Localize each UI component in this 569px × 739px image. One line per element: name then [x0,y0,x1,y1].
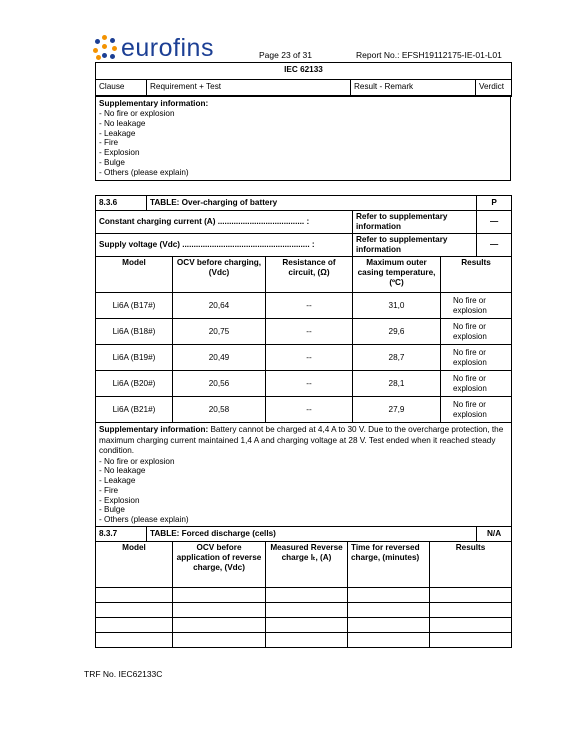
cell-temperature: 28,7 [353,345,441,371]
supp-item: - Explosion [99,495,140,505]
forced-discharge-table [95,526,512,648]
cell-result: No fire or explosion [441,397,512,423]
eurofins-logo [92,35,214,61]
supp-item: - Fire [99,485,119,495]
cell-model: Li6A (B19#) [96,345,173,371]
param-label: Constant charging current (A) ...................................... : [96,211,353,234]
clause-number: 8.3.7 [96,527,147,542]
supp-item: - Bulge [99,505,125,515]
table-row [96,588,512,603]
table-row [96,319,512,345]
logo-dots-icon [92,35,118,61]
table-row [96,293,512,319]
col-resistance: Resistance of circuit, (Ω) [266,257,353,293]
col-results: Results [441,257,512,293]
cell-ocv: 20,49 [173,345,266,371]
supp-item: - Leakage [99,128,136,138]
report-number: Report No.: EFSH19112175-IE-01-L01 [356,50,502,60]
cell-model: Li6A (B17#) [96,293,173,319]
supp-item: - Fire [99,138,119,148]
cell-result: No fire or explosion [441,293,512,319]
standard-title: IEC 62133 [96,63,512,80]
cell-result: No fire or explosion [441,371,512,397]
col-results: Results [430,542,512,588]
table-row [96,603,512,618]
supp-text: Battery cannot be charged at 4,4 A to 30 V. Due to the overcharge protection, the maximum charging current maintained 1,4 A and charging voltage at 28 V. Test ended when it reached steady condition. [99,425,504,455]
col-temperature: Maximum outer casing temperature, (ºC) [353,257,441,293]
cell-model: Li6A (B20#) [96,371,173,397]
param-value: Refer to supplementary information [353,234,477,257]
col-model: Model [96,257,173,293]
supp-item: - No leakage [99,118,146,128]
table-row [96,618,512,633]
supp-item: - Others (please explain) [99,167,189,177]
cell-temperature: 27,9 [353,397,441,423]
cell-temperature: 28,1 [353,371,441,397]
cell-result: No fire or explosion [441,319,512,345]
table-verdict: N/A [477,527,512,542]
cell-ocv: 20,64 [173,293,266,319]
cell-temperature: 31,0 [353,293,441,319]
cell-model: Li6A (B21#) [96,397,173,423]
col-ocv: OCV before charging, (Vdc) [173,257,266,293]
col-time: Time for reversed charge, (minutes) [348,542,430,588]
supp-item: - No fire or explosion [99,456,175,466]
col-clause: Clause [96,80,147,97]
supp-item: - Others (please explain) [99,515,189,525]
col-result: Result - Remark [351,80,476,97]
page-number: Page 23 of 31 [259,50,312,60]
cell-resistance: -- [266,345,353,371]
cell-ocv: 20,56 [173,371,266,397]
cell-model: Li6A (B18#) [96,319,173,345]
supp-item: - Leakage [99,476,136,486]
logo-text: eurofins [121,34,214,62]
clause-number: 8.3.6 [96,196,147,211]
col-model: Model [96,542,173,588]
param-verdict: — [477,211,512,234]
table-row [96,345,512,371]
table-title: TABLE: Forced discharge (cells) [147,527,477,542]
cell-resistance: -- [266,371,353,397]
supp-item: - Bulge [99,157,125,167]
col-reverse-charge: Measured Reverse charge Iₜ, (A) [266,542,348,588]
param-label: Supply voltage (Vdc) ........................................................ : [96,234,353,257]
col-requirement: Requirement + Test [147,80,351,97]
header-table [95,62,512,97]
table-row [96,633,512,648]
cell-resistance: -- [266,293,353,319]
cell-resistance: -- [266,319,353,345]
supplementary-info-box [95,95,511,181]
supp-item: - No fire or explosion [99,109,175,118]
overcharging-table [95,195,512,527]
cell-ocv: 20,58 [173,397,266,423]
param-value: Refer to supplementary information [353,211,477,234]
supp-title: Supplementary information: [99,425,209,434]
table-row [96,397,512,423]
supp-item: - Explosion [99,148,140,158]
cell-ocv: 20,75 [173,319,266,345]
cell-result: No fire or explosion [441,345,512,371]
param-verdict: — [477,234,512,257]
supp-title: Supplementary information: [99,99,209,108]
table-verdict: P [477,196,512,211]
cell-resistance: -- [266,397,353,423]
table-title: TABLE: Over-charging of battery [147,196,477,211]
supp-item: - No leakage [99,466,146,476]
cell-temperature: 29,6 [353,319,441,345]
col-ocv: OCV before application of reverse charge, (Vdc) [173,542,266,588]
trf-number: TRF No. IEC62133C [84,669,163,679]
col-verdict: Verdict [476,80,512,97]
table-row [96,371,512,397]
